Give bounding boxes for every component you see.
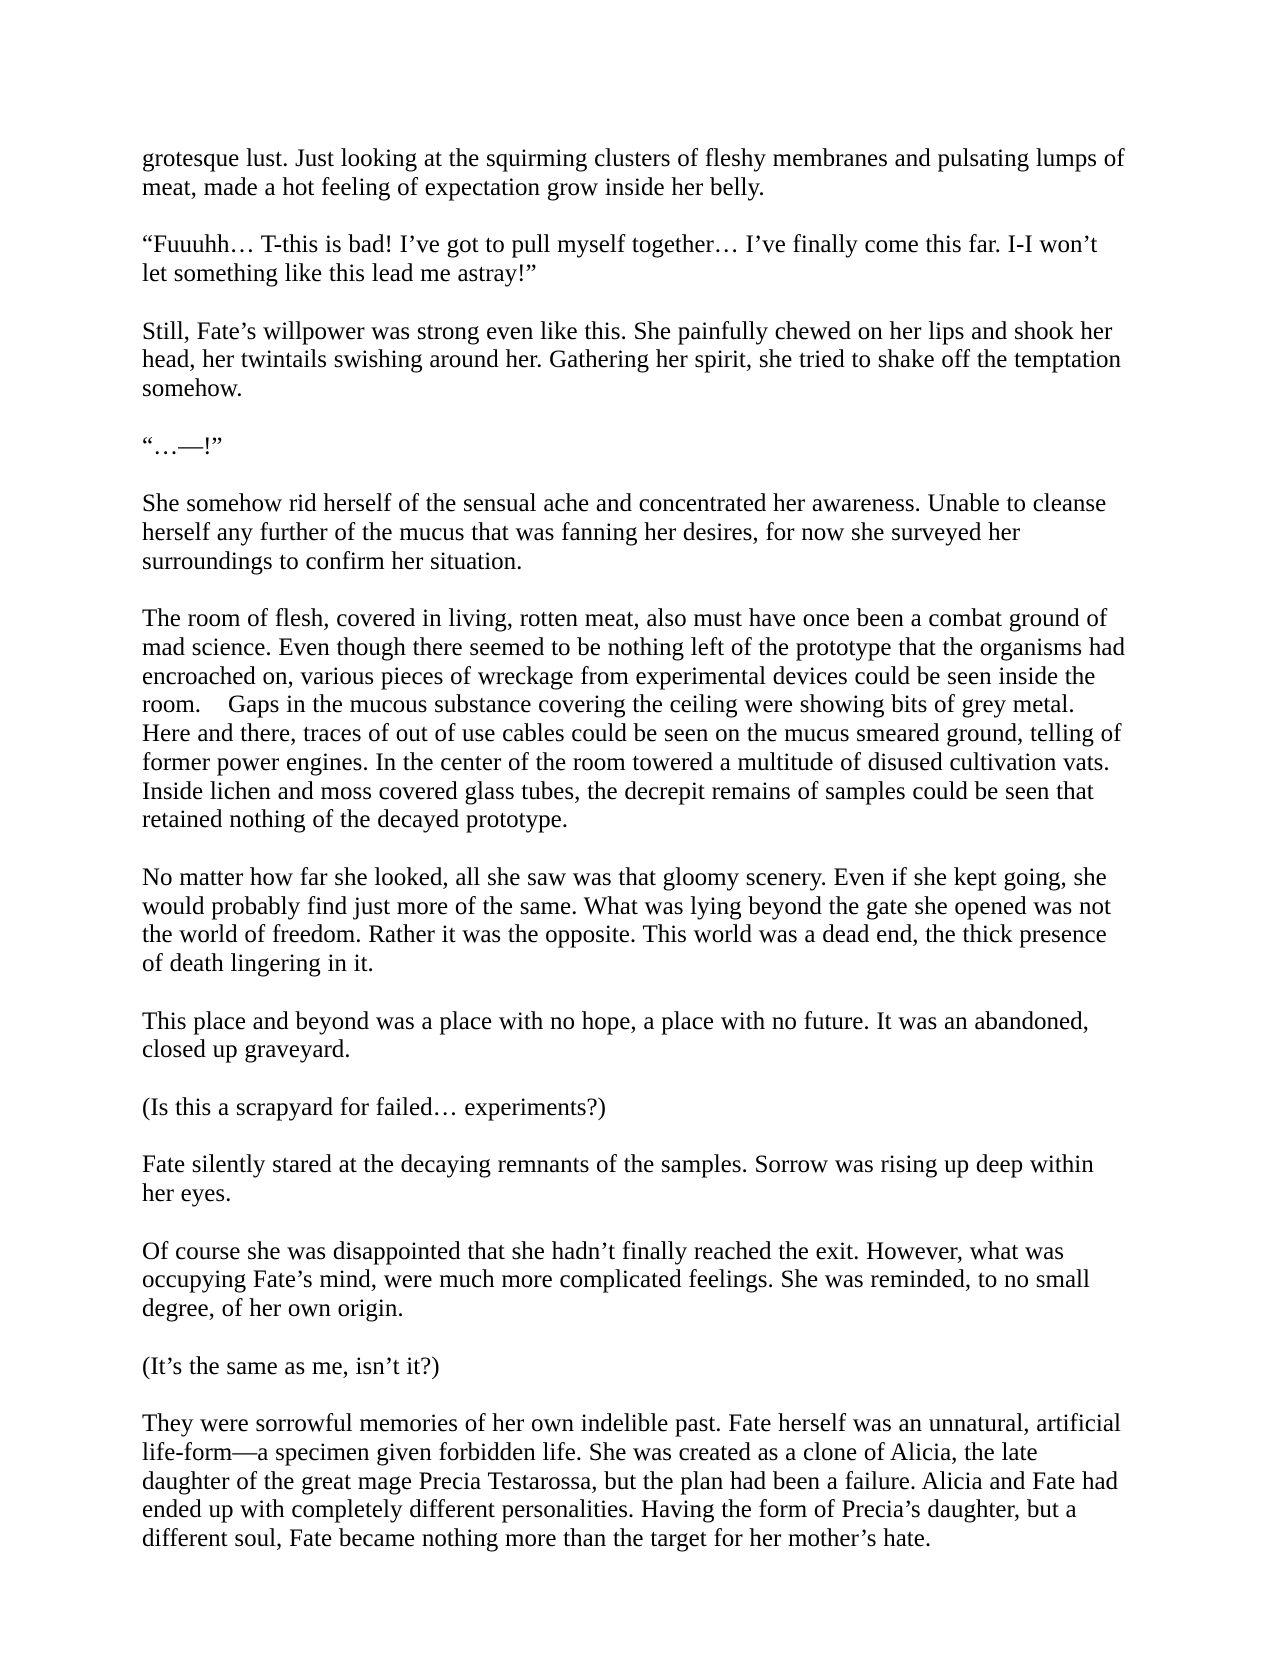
paragraph: The room of flesh, covered in living, rotten meat, also must have once been a combat ground of mad science. Even though there seemed to be nothing left of the prototype that the organisms had encroached on, various pieces of wreckage from experimental devices could be seen inside the room. Gaps in the mucous substance covering the ceiling were showing bits of grey metal. Here and there, traces of out of use cables could be seen on the mucus smeared ground, telling of former power engines. In the center of the room towered a multitude of disused cultivation vats. Inside lichen and moss covered glass tubes, the decrepit remains of samples could be seen that retained nothing of the decayed prototype. xyxy=(142,605,1132,834)
paragraph: They were sorrowful memories of her own indelible past. Fate herself was an unnatural, artificial life-form—a specimen given forbidden life. She was created as a clone of Alicia, the late daughter of the great mage Precia Testarossa, but the plan had been a failure. Alicia and Fate had ended up with completely different personalities. Having the form of Precia’s daughter, but a different soul, Fate became nothing more than the target for her mother’s hate. xyxy=(142,1410,1128,1552)
paragraph: (It’s the same as me, isn’t it?) xyxy=(142,1352,440,1380)
paragraph: “…—!” xyxy=(142,432,223,460)
paragraph: Still, Fate’s willpower was strong even like this. She painfully chewed on her lips and shook her head, her twintails swishing around her. Gathering her spirit, she tried to shake off the temptation somehow. xyxy=(142,317,1128,402)
paragraph: No matter how far she looked, all she saw was that gloomy scenery. Even if she kept going, she would probably find just more of the same. What was lying beyond the gate she opened was not the world of freedom. Rather it was the opposite. This world was a dead end, the thick presence of death lingering in it. xyxy=(142,863,1118,977)
paragraph: Fate silently stared at the decaying remnants of the samples. Sorrow was rising up deep within her eyes. xyxy=(142,1151,1101,1207)
paragraph: This place and beyond was a place with no hope, a place with no future. It was an abandoned, closed up graveyard. xyxy=(142,1007,1096,1064)
paragraph: She somehow rid herself of the sensual ache and concentrated her awareness. Unable to cleanse herself any further of the mucus that was fanning her desires, for now she surveyed her surroundings to confirm her situation. xyxy=(142,490,1114,575)
paragraph: “Fuuuhh… T-this is bad! I’ve got to pull myself together… I’ve finally come this far. I-I won’t let something like this lead me astray!” xyxy=(142,231,1105,287)
paragraph: grotesque lust. Just looking at the squirming clusters of fleshy membranes and pulsating lumps of meat, made a hot feeling of expectation grow inside her belly. xyxy=(142,145,1132,201)
paragraph: Of course she was disappointed that she hadn’t finally reached the exit. However, what was occupying Fate’s mind, were much more complicated feelings. She was reminded, to no small degree, of her own origin. xyxy=(142,1237,1097,1322)
paragraph: (Is this a scrapyard for failed… experiments?) xyxy=(142,1093,606,1121)
